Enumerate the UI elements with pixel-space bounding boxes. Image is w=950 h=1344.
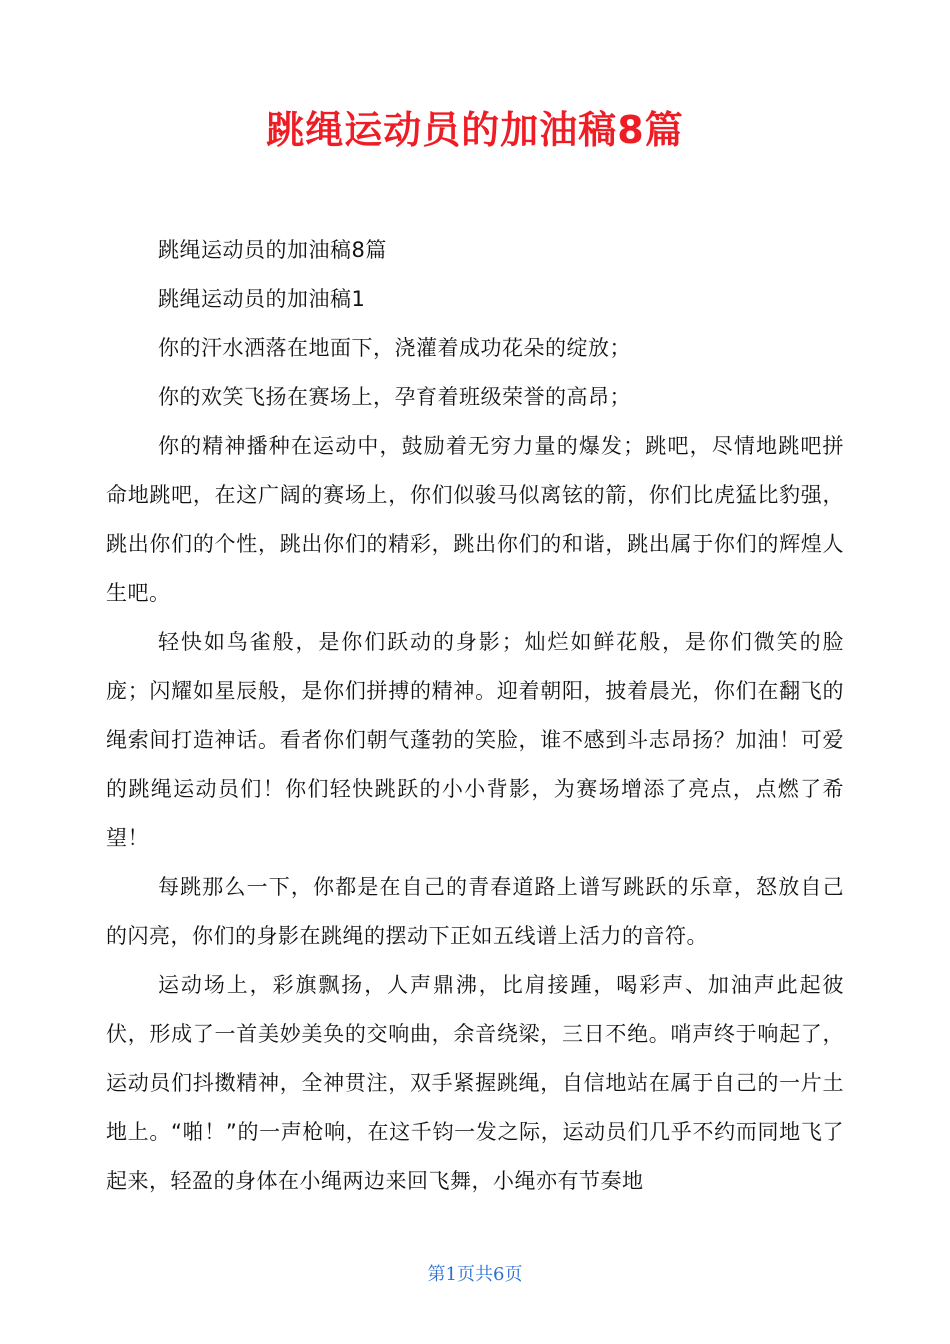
- paragraph: 运动场上，彩旗飘扬，人声鼎沸，比肩接踵，喝彩声、加油声此起彼伏，形成了一首美妙美奂的交响曲，余音绕梁，三日不绝。哨声终于响起了，运动员们抖擞精神，全神贯注，双手紧握跳绳，自信地站在属于自己的一片土地上。“啪！”的一声枪响，在这千钧一发之际，运动员们几乎不约而同地飞了起来，轻盈的身体在小绳两边来回飞舞，小绳亦有节奏地: [106, 973, 844, 1193]
- paragraph: 每跳那么一下，你都是在自己的青春道路上谱写跳跃的乐章，怒放自己的闪亮，你们的身影在跳绳的摆动下正如五线谱上活力的音符。: [106, 875, 844, 948]
- paragraph-subtitle: 跳绳运动员的加油稿8篇: [158, 238, 387, 262]
- document-body: [106, 226, 844, 1206]
- paragraph-section-heading: 跳绳运动员的加油稿1: [158, 287, 366, 311]
- paragraph: 你的欢笑飞扬在赛场上，孕育着班级荣誉的高昂；: [158, 385, 631, 409]
- paragraph: 轻快如鸟雀般，是你们跃动的身影；灿烂如鲜花般，是你们微笑的脸庞；闪耀如星辰般，是你们拼搏的精神。迎着朝阳，披着晨光，你们在翻飞的绳索间打造神话。看者你们朝气蓬勃的笑脸，谁不感到斗志昂扬？加油！可爱的跳绳运动员们！你们轻快跳跃的小小背影，为赛场增添了亮点，点燃了希望！: [106, 630, 844, 850]
- paragraph: 你的汗水洒落在地面下，浇灌着成功花朵的绽放；: [158, 336, 631, 360]
- page-number-footer: 第1页共6页: [427, 1264, 523, 1285]
- document-title: 跳绳运动员的加油稿8篇: [266, 108, 684, 152]
- paragraph: 你的精神播种在运动中，鼓励着无穷力量的爆发；跳吧，尽情地跳吧拼命地跳吧，在这广阔的赛场上，你们似骏马似离铉的箭，你们比虎猛比豹强，跳出你们的个性，跳出你们的精彩，跳出你们的和谐，跳出属于你们的辉煌人生吧。: [106, 434, 844, 605]
